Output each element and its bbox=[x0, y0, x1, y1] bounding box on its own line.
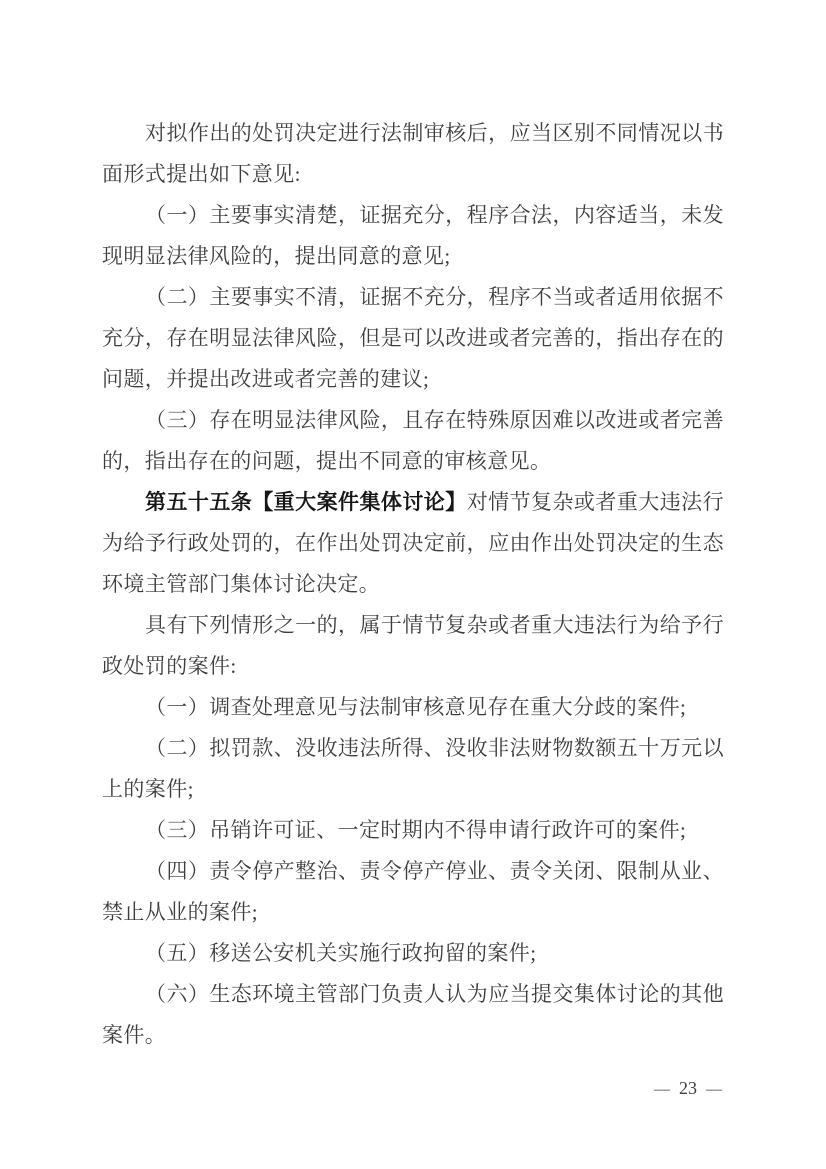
text-line: 上的案件; bbox=[102, 777, 194, 801]
paragraph bbox=[102, 728, 724, 810]
paragraph bbox=[102, 605, 724, 687]
text-line: （六）生态环境主管部门负责人认为应当提交集体讨论的其他 bbox=[145, 982, 724, 1006]
text-line: 的，指出存在的问题，提出不同意的审核意见。 bbox=[102, 449, 552, 473]
page-footer bbox=[654, 1074, 722, 1104]
text-line: 政处罚的案件: bbox=[102, 654, 237, 678]
paragraph bbox=[102, 113, 724, 195]
paragraph bbox=[102, 933, 724, 974]
document-text bbox=[102, 113, 724, 1056]
text-line-segment: 对情节复杂或者重大违法行 bbox=[466, 490, 724, 514]
paragraph bbox=[102, 277, 724, 400]
text-line: （一）主要事实清楚，证据充分，程序合法，内容适当，未发 bbox=[145, 203, 724, 227]
paragraph bbox=[102, 400, 724, 482]
text-line: 案件。 bbox=[102, 1023, 167, 1047]
text-line: （五）移送公安机关实施行政拘留的案件; bbox=[145, 941, 537, 965]
article-number-and-title: 第五十五条【重大案件集体讨论】 bbox=[145, 490, 467, 514]
text-line: 问题，并提出改进或者完善的建议; bbox=[102, 367, 430, 391]
paragraph bbox=[102, 851, 724, 933]
text-line: 对拟作出的处罚决定进行法制审核后，应当区别不同情况以书 bbox=[145, 121, 724, 145]
text-line: 禁止从业的案件; bbox=[102, 900, 259, 924]
text-line: （四）责令停产整治、责令停产停业、责令关闭、限制从业、 bbox=[145, 859, 724, 883]
page-number: 23 bbox=[679, 1078, 697, 1098]
footer-dash-right: — bbox=[706, 1081, 722, 1098]
paragraph bbox=[102, 974, 724, 1056]
paragraph bbox=[102, 195, 724, 277]
paragraph bbox=[102, 810, 724, 851]
paragraph bbox=[102, 687, 724, 728]
footer-dash-left: — bbox=[654, 1081, 670, 1098]
text-line: 现明显法律风险的，提出同意的意见; bbox=[102, 244, 451, 268]
text-line: （一）调查处理意见与法制审核意见存在重大分歧的案件; bbox=[145, 695, 687, 719]
text-line: 为给予行政处罚的，在作出处罚决定前，应由作出处罚决定的生态 bbox=[102, 531, 724, 555]
text-line: （三）存在明显法律风险，且存在特殊原因难以改进或者完善 bbox=[145, 408, 724, 432]
text-line: 具有下列情形之一的，属于情节复杂或者重大违法行为给予行 bbox=[145, 613, 724, 637]
text-line: 环境主管部门集体讨论决定。 bbox=[102, 572, 381, 596]
text-line: （三）吊销许可证、一定时期内不得申请行政许可的案件; bbox=[145, 818, 687, 842]
text-line: 面形式提出如下意见: bbox=[102, 162, 301, 186]
text-line: （二）拟罚款、没收违法所得、没收非法财物数额五十万元以 bbox=[145, 736, 724, 760]
text-line bbox=[102, 482, 724, 523]
text-line: 充分，存在明显法律风险，但是可以改进或者完善的，指出存在的 bbox=[102, 326, 724, 350]
paragraph-article-55 bbox=[102, 482, 724, 605]
text-line: （二）主要事实不清，证据不充分，程序不当或者适用依据不 bbox=[145, 285, 724, 309]
